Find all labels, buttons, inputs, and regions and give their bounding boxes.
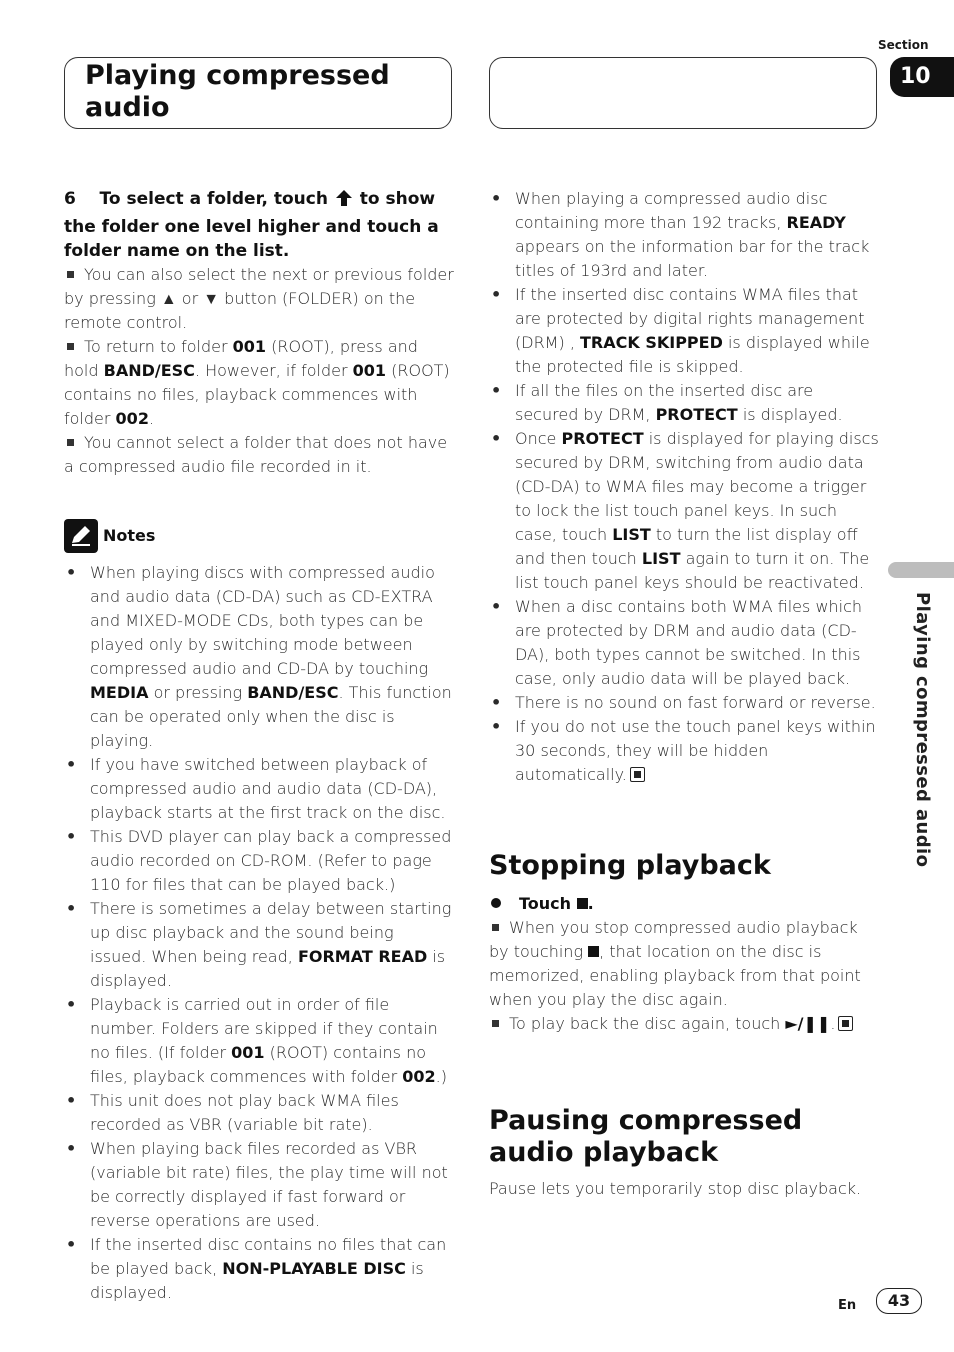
stopping-heading: Stopping playback: [489, 850, 771, 881]
list-item: • There is no sound on fast forward or reverse.: [489, 691, 881, 715]
end-mark-icon: [630, 767, 645, 782]
stop-para-play-again: To play back the disc again, touch ►/❚❚.: [489, 1012, 881, 1036]
list-item: • There is sometimes a delay between starting up disc playback and the sound being issued. When being read, FORMAT READ is displayed.: [64, 897, 454, 993]
list-item: • When playing discs with compressed audio and audio data (CD-DA) such as CD-EXTRA and MIXED-MODE CDs, both types can be played only by switching mode between compressed audio and CD-DA by touching MEDIA or pressing BAND/ESC. This function can be operated only when the disc is playing.: [64, 561, 454, 753]
list-item: • If all the files on the inserted disc are secured by DRM, PROTECT is displayed.: [489, 379, 881, 427]
para-cannot-select: You cannot select a folder that does not have a compressed audio file recorded in it.: [64, 433, 448, 476]
para-root-folder: To return to folder 001 (ROOT), press and hold BAND/ESC. However, if folder 001 (ROOT) contains no files, playback commences with folder 002.: [64, 337, 450, 428]
stopping-section: [489, 892, 881, 1036]
side-tab-marker: [888, 562, 954, 578]
step-bullet-icon: [491, 898, 501, 908]
list-item: • If the inserted disc contains no files that can be played back, NON-PLAYABLE DISC is displayed.: [64, 1233, 454, 1305]
step-text: To select a folder, touch: [99, 189, 328, 209]
page-number: 43: [876, 1288, 922, 1314]
step-6: [64, 187, 454, 263]
pause-para: Pause lets you temporarily stop disc playback.: [489, 1179, 862, 1198]
notes-header: [64, 519, 454, 553]
list-item: • This unit does not play back WMA files recorded as VBR (variable bit rate).: [64, 1089, 454, 1137]
list-item: • When a disc contains both WMA files which are protected by DRM and audio data (CD-DA), both types cannot be switched. In this case, only audio data will be played back.: [489, 595, 881, 691]
list-item: • Once PROTECT is displayed for playing discs secured by DRM, switching from audio data (CD-DA) to WMA files may become a trigger to lock the list touch panel keys. In such case, touch LIST to turn the list display off and then touch LIST again to turn it on. The list touch panel keys should be reactivated.: [489, 427, 881, 595]
play-pause-icon: ►/❚❚: [785, 1014, 831, 1033]
list-item: • This DVD player can play back a compressed audio recorded on CD-ROM. (Refer to page 110 for files that can be played back.): [64, 825, 454, 897]
language-label: En: [838, 1298, 857, 1313]
list-item: • When playing back files recorded as VBR (variable bit rate) files, the play time will not be correctly displayed if fast forward or reverse operations are used.: [64, 1137, 454, 1233]
notes-list: [64, 561, 454, 1305]
folder-up-icon: [334, 188, 354, 215]
list-item: • If you do not use the touch panel keys within 30 seconds, they will be hidden automatically.: [489, 715, 881, 787]
end-mark-icon: [838, 1016, 853, 1031]
stop-para-memorize: When you stop compressed audio playback by touching , that location on the disc is memorized, enabling playback from that point when you play the disc again.: [489, 918, 861, 1009]
para-folder-remote: You can also select the next or previous folder by pressing ▲ or ▼ button (FOLDER) on the remote control.: [64, 265, 454, 332]
page-title: Playing compressed audio: [85, 60, 390, 123]
list-item: • If the inserted disc contains WMA files that are protected by digital rights management (DRM) , TRACK SKIPPED is displayed while the protected file is skipped.: [489, 283, 881, 379]
pausing-heading: Pausing compressed audio playback: [489, 1105, 803, 1168]
left-column: [64, 187, 454, 1305]
stop-icon: [577, 898, 588, 909]
section-label: Section: [878, 38, 929, 52]
right-notes-list: [489, 187, 881, 787]
stop-icon: [588, 946, 599, 957]
notes-title: Notes: [103, 526, 156, 545]
stop-step: Touch .: [489, 892, 881, 916]
side-tab-label: Playing compressed audio: [912, 592, 933, 868]
step-number: 6: [64, 189, 76, 209]
step-text-cont: to show the folder one level higher and touch a folder name on the list.: [64, 189, 439, 261]
header-empty-box: [489, 57, 877, 129]
section-number: 10: [890, 57, 954, 97]
list-item: • When playing a compressed audio disc containing more than 192 tracks, READY appears on the information bar for the track titles of 193rd and later.: [489, 187, 881, 283]
note-pencil-icon: [64, 519, 98, 553]
list-item: • If you have switched between playback of compressed audio and audio data (CD-DA), playback starts at the first track on the disc.: [64, 753, 454, 825]
right-column: [489, 187, 881, 787]
list-item: • Playback is carried out in order of file number. Folders are skipped if they contain no files. (If folder 001 (ROOT) contains no files, playback commences with folder 002.): [64, 993, 454, 1089]
